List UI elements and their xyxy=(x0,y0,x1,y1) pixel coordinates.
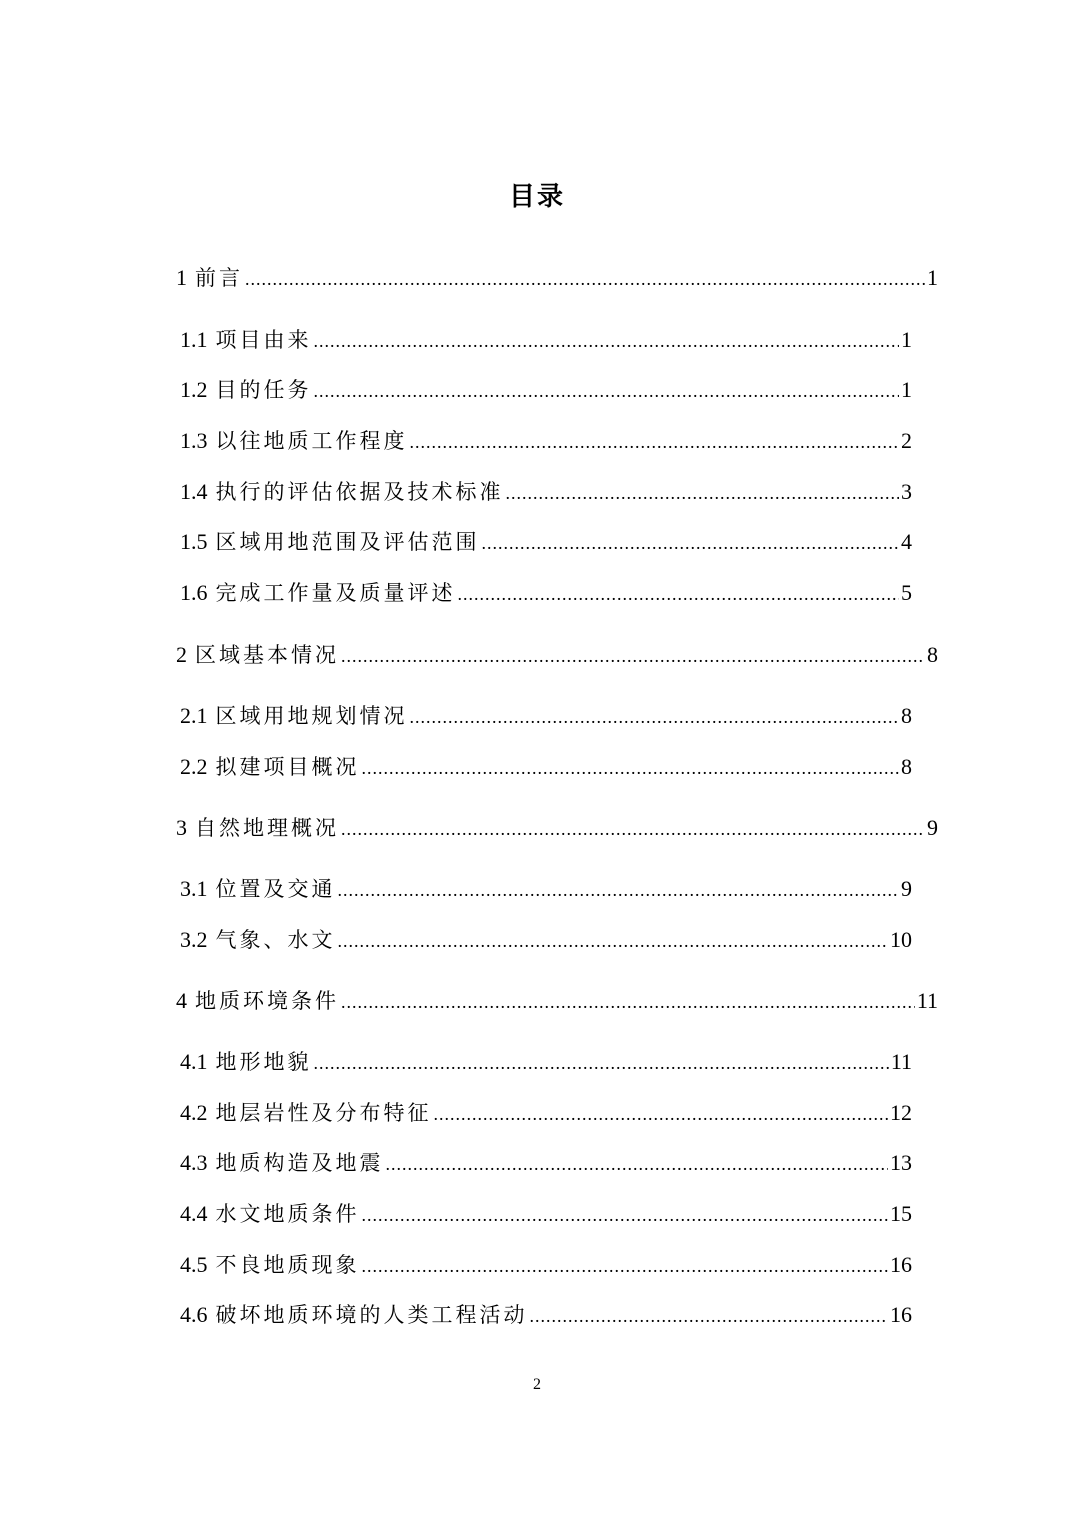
toc-leader-dots xyxy=(386,1149,889,1179)
toc-entry-title: 前言 xyxy=(195,266,243,290)
toc-entry-page: 1 xyxy=(901,327,912,352)
toc-leader-dots xyxy=(362,1251,889,1281)
toc-entry-page: 16 xyxy=(890,1302,912,1327)
toc-entry-page: 1 xyxy=(927,265,938,290)
toc-entry-title: 完成工作量及质量评述 xyxy=(215,581,456,605)
toc-entry[interactable] xyxy=(180,1148,912,1178)
toc-entry[interactable] xyxy=(180,375,912,405)
toc-entry-page: 8 xyxy=(901,703,912,728)
toc-entry-title: 水文地质条件 xyxy=(215,1202,360,1226)
toc-entry-title: 地层岩性及分布特征 xyxy=(215,1101,432,1125)
toc-entry-page: 1 xyxy=(901,377,912,402)
toc-entry-number: 2 xyxy=(176,642,187,667)
toc-entry[interactable] xyxy=(180,527,912,557)
toc-entry[interactable] xyxy=(176,986,938,1016)
toc-entry-title: 地形地貌 xyxy=(215,1050,312,1074)
toc-entry-page: 16 xyxy=(890,1252,912,1277)
toc-entry[interactable] xyxy=(180,325,912,355)
toc-entry-number: 4.1 xyxy=(180,1049,208,1074)
toc-entry[interactable] xyxy=(180,1047,912,1077)
toc-entry-title: 不良地质现象 xyxy=(215,1253,360,1277)
toc-leader-dots xyxy=(362,1200,889,1230)
toc-entry-title: 区域基本情况 xyxy=(195,643,339,667)
toc-entry-page: 3 xyxy=(901,479,912,504)
toc-entry-page: 11 xyxy=(916,988,938,1013)
toc-entry-page: 9 xyxy=(901,876,912,901)
toc-entry-title: 位置及交通 xyxy=(215,877,336,901)
toc-leader-dots xyxy=(314,376,900,406)
toc-entry-number: 4.3 xyxy=(180,1150,208,1175)
toc-entry-page: 13 xyxy=(890,1150,912,1175)
page-number: 2 xyxy=(533,1376,541,1393)
toc-entry-number: 1.2 xyxy=(180,377,208,402)
toc-entry-number: 1.5 xyxy=(180,529,208,554)
toc-entry-title: 执行的评估依据及技术标准 xyxy=(215,480,504,504)
toc-entry[interactable] xyxy=(180,752,912,782)
toc-entry-page: 11 xyxy=(890,1049,912,1074)
toc-entry-title: 自然地理概况 xyxy=(195,816,339,840)
toc-entry-number: 4 xyxy=(176,988,187,1013)
toc-entry[interactable] xyxy=(180,477,912,507)
toc-entry-title: 地质构造及地震 xyxy=(215,1151,384,1175)
toc-leader-dots xyxy=(362,753,900,783)
toc-entry-page: 10 xyxy=(890,927,912,952)
toc-entry[interactable] xyxy=(180,1250,912,1280)
toc-entry-page: 9 xyxy=(927,815,938,840)
toc-leader-dots xyxy=(410,427,900,457)
toc-leader-dots xyxy=(338,926,889,956)
toc-entry-number: 1.1 xyxy=(180,327,208,352)
toc-entry[interactable] xyxy=(180,701,912,731)
toc-entry-title: 区域用地范围及评估范围 xyxy=(215,530,480,554)
toc-entry-page: 2 xyxy=(901,428,912,453)
toc-entry-title: 拟建项目概况 xyxy=(215,755,360,779)
toc-entry-number: 1.6 xyxy=(180,580,208,605)
toc-leader-dots xyxy=(434,1099,889,1129)
toc-leader-dots xyxy=(530,1301,889,1331)
toc-entry-number: 4.5 xyxy=(180,1252,208,1277)
toc-entry[interactable] xyxy=(180,1199,912,1229)
toc-entry-title: 气象、水文 xyxy=(215,928,336,952)
toc-entry-page: 8 xyxy=(927,642,938,667)
toc-leader-dots xyxy=(482,528,900,558)
toc-leader-dots xyxy=(338,875,900,905)
toc-entry-number: 4.4 xyxy=(180,1201,208,1226)
toc-entry-number: 3 xyxy=(176,815,187,840)
toc-entry-page: 4 xyxy=(901,529,912,554)
toc-entry[interactable] xyxy=(180,426,912,456)
toc-entry-title: 目的任务 xyxy=(215,378,312,402)
toc-entry[interactable] xyxy=(180,578,912,608)
toc-entry-page: 12 xyxy=(890,1100,912,1125)
toc-leader-dots xyxy=(341,814,925,844)
toc-entry[interactable] xyxy=(180,1098,912,1128)
toc-leader-dots xyxy=(314,326,900,356)
toc-entry-title: 破坏地质环境的人类工程活动 xyxy=(215,1303,528,1327)
toc-entry[interactable] xyxy=(176,640,938,670)
toc-entry-number: 2.1 xyxy=(180,703,208,728)
toc-entry-page: 15 xyxy=(890,1201,912,1226)
toc-entry-number: 3.2 xyxy=(180,927,208,952)
toc-leader-dots xyxy=(314,1048,889,1078)
toc-entry-page: 8 xyxy=(901,754,912,779)
toc-leader-dots xyxy=(458,579,900,609)
toc-entry[interactable] xyxy=(176,813,938,843)
toc-entry[interactable] xyxy=(176,263,938,293)
toc-leader-dots xyxy=(341,987,915,1017)
toc-entry-number: 2.2 xyxy=(180,754,208,779)
toc-leader-dots xyxy=(410,702,900,732)
toc-entry-number: 4.6 xyxy=(180,1302,208,1327)
toc-leader-dots xyxy=(245,264,925,294)
toc-entry-number: 1.3 xyxy=(180,428,208,453)
toc-entry-number: 1 xyxy=(176,265,187,290)
toc-entry-title: 区域用地规划情况 xyxy=(215,704,408,728)
toc-entry[interactable] xyxy=(180,925,912,955)
toc-leader-dots xyxy=(341,641,925,671)
toc-entry-title: 地质环境条件 xyxy=(195,989,339,1013)
toc-entry-number: 3.1 xyxy=(180,876,208,901)
toc-entry-number: 4.2 xyxy=(180,1100,208,1125)
toc-title: 目录 xyxy=(508,182,565,212)
toc-leader-dots xyxy=(506,478,900,508)
toc-entry[interactable] xyxy=(180,874,912,904)
toc-entry[interactable] xyxy=(180,1300,912,1330)
toc-entry-title: 项目由来 xyxy=(215,328,312,352)
toc-entry-page: 5 xyxy=(901,580,912,605)
toc-entry-title: 以往地质工作程度 xyxy=(215,429,408,453)
toc-entry-number: 1.4 xyxy=(180,479,208,504)
